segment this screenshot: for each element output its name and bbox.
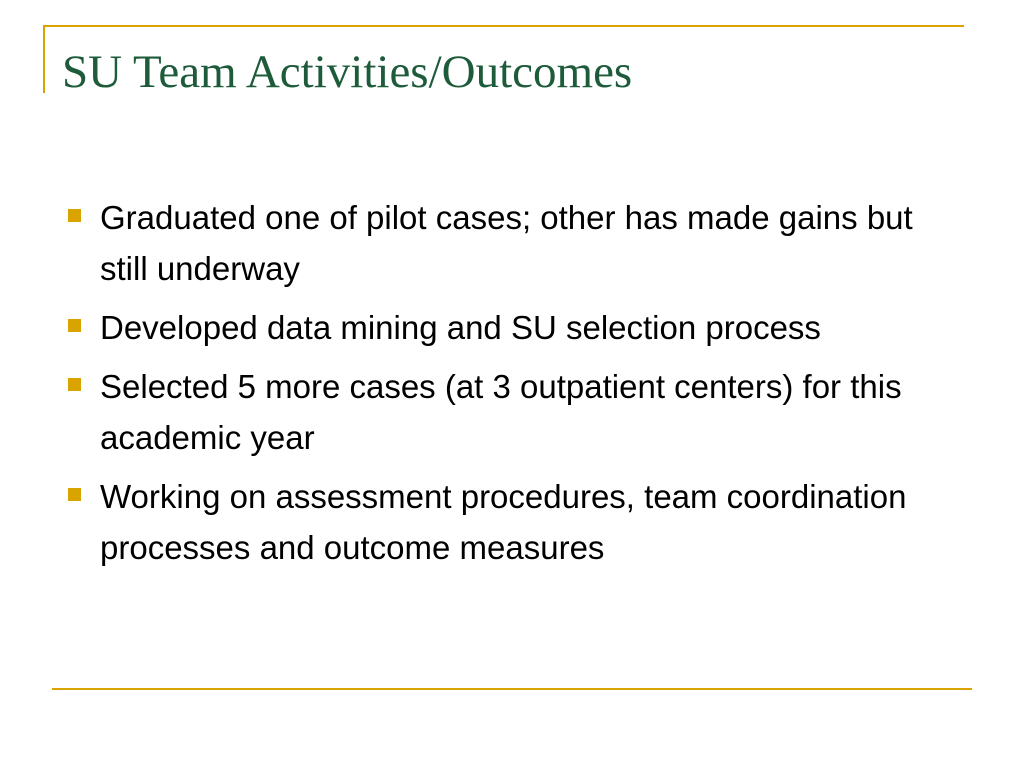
bullet-list [62,192,942,581]
slide-title: SU Team Activities/Outcomes [62,46,633,98]
bullet-item [62,192,942,294]
square-bullet-icon [68,488,81,501]
bullet-item [62,361,942,463]
bullet-text: Developed data mining and SU selection process [100,309,821,346]
bullet-item [62,471,942,573]
bullet-text: Selected 5 more cases (at 3 outpatient centers) for this academic year [100,368,902,456]
square-bullet-icon [68,378,81,391]
bullet-item [62,302,942,353]
square-bullet-icon [68,209,81,222]
title-frame-top-rule [43,25,964,27]
square-bullet-icon [68,319,81,332]
bullet-text: Working on assessment procedures, team coordination processes and outcome measures [100,478,907,566]
bullet-text: Graduated one of pilot cases; other has made gains but still underway [100,199,913,287]
footer-rule [52,688,972,690]
title-frame-left-rule [43,25,45,93]
